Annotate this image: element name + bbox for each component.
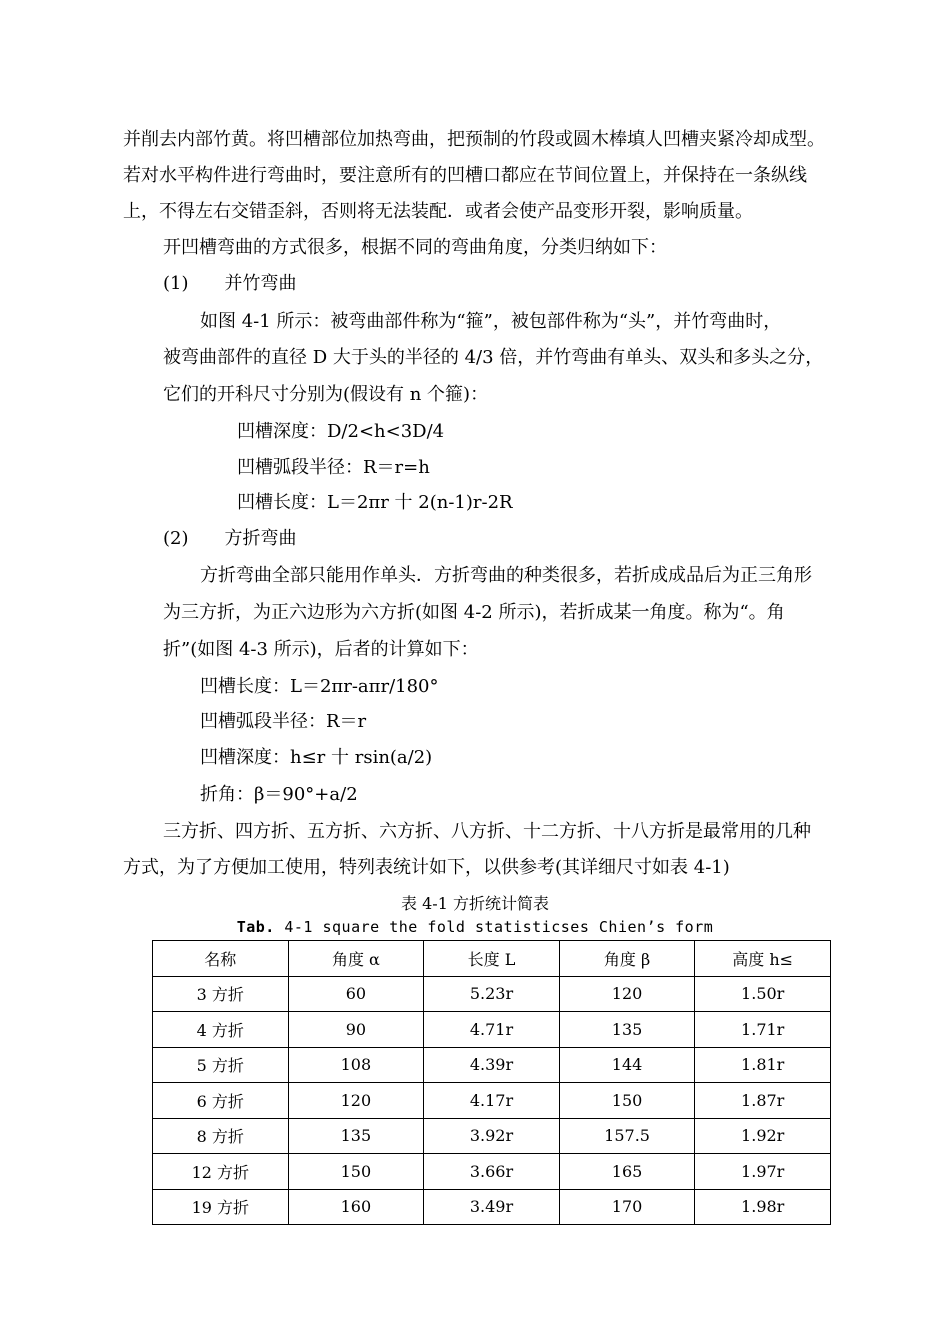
paragraph-line: 折”(如图 4-3 所示)，后者的计算如下： [163, 639, 479, 660]
table-caption-cn: 表 4-1 方折统计简表 [401, 894, 549, 913]
cell-height: 1.97r [695, 1154, 831, 1190]
formula-line: 凹槽深度：D/2<h<3D/4 [237, 421, 445, 442]
cell-length: 3.49r [424, 1189, 560, 1225]
paragraph-line: 如图 4-1 所示：被弯曲部件称为“箍”，被包部件称为“头”，并竹弯曲时， [200, 311, 782, 332]
cell-length: 3.92r [424, 1118, 560, 1154]
paragraph-line: 方折弯曲全部只能用作单头．方折弯曲的种类很多，若折成成品后为正三角形 [200, 565, 812, 586]
cell-angle-beta: 170 [559, 1189, 695, 1225]
formula-line: 折角：β＝90°+a/2 [200, 784, 358, 805]
cell-height: 1.98r [695, 1189, 831, 1225]
cell-name: 19 方折 [153, 1189, 289, 1225]
table-row [153, 1189, 831, 1225]
cell-angle-beta: 144 [559, 1047, 695, 1083]
cell-angle-alpha: 90 [288, 1012, 424, 1048]
cell-angle-alpha: 160 [288, 1189, 424, 1225]
paragraph-line: 它们的开科尺寸分别为(假设有 n 个箍)： [163, 384, 489, 405]
cell-angle-alpha: 108 [288, 1047, 424, 1083]
table-caption-en-text: 4-1 square the fold statisticses Chien’s form [274, 918, 714, 936]
formula-line: 凹槽弧段半径：R＝r=h [237, 457, 430, 478]
paragraph-line: 并削去内部竹黄。将凹槽部位加热弯曲，把预制的竹段或圆木棒填人凹槽夹紧冷却成型。 [123, 129, 825, 150]
cell-name: 12 方折 [153, 1154, 289, 1190]
paragraph-line: 为三方折，为正六边形为六方折(如图 4-2 所示)，若折成某一角度。称为“。角 [163, 602, 785, 623]
paragraph-line: 被弯曲部件的直径 D 大于头的半径的 4/3 倍，并竹弯曲有单头、双头和多头之分， [163, 347, 824, 368]
paragraph-line: 上，不得左右交错歪斜，否则将无法装配．或者会使产品变形开裂，影响质量。 [123, 201, 753, 222]
cell-angle-alpha: 120 [288, 1083, 424, 1119]
cell-length: 4.17r [424, 1083, 560, 1119]
fold-statistics-table [152, 940, 831, 1225]
cell-height: 1.92r [695, 1118, 831, 1154]
cell-angle-beta: 157.5 [559, 1118, 695, 1154]
cell-length: 5.23r [424, 976, 560, 1012]
table-header-row [153, 941, 831, 977]
cell-length: 4.71r [424, 1012, 560, 1048]
cell-height: 1.81r [695, 1047, 831, 1083]
cell-angle-alpha: 60 [288, 976, 424, 1012]
cell-angle-beta: 150 [559, 1083, 695, 1119]
cell-name: 8 方折 [153, 1118, 289, 1154]
cell-angle-alpha: 150 [288, 1154, 424, 1190]
cell-height: 1.87r [695, 1083, 831, 1119]
cell-angle-alpha: 135 [288, 1118, 424, 1154]
formula-line: 凹槽深度：h≤r 十 rsin(a/2) [200, 747, 433, 768]
table-row [153, 1047, 831, 1083]
cell-angle-beta: 135 [559, 1012, 695, 1048]
cell-name: 4 方折 [153, 1012, 289, 1048]
table-row [153, 1154, 831, 1190]
cell-height: 1.50r [695, 976, 831, 1012]
formula-line: 凹槽长度：L＝2πr-aπr/180° [200, 676, 439, 697]
section-heading: (2) 方折弯曲 [163, 528, 297, 549]
header-angle-beta: 角度 β [559, 941, 695, 977]
cell-name: 3 方折 [153, 976, 289, 1012]
cell-length: 4.39r [424, 1047, 560, 1083]
cell-angle-beta: 165 [559, 1154, 695, 1190]
cell-name: 5 方折 [153, 1047, 289, 1083]
table-caption-en-prefix: Tab. [236, 918, 275, 936]
paragraph-line: 开凹槽弯曲的方式很多，根据不同的弯曲角度，分类归纳如下： [163, 237, 667, 258]
table-row [153, 976, 831, 1012]
header-angle-alpha: 角度 α [288, 941, 424, 977]
paragraph-line: 三方折、四方折、五方折、六方折、八方折、十二方折、十八方折是最常用的几种 [163, 821, 811, 842]
cell-height: 1.71r [695, 1012, 831, 1048]
cell-angle-beta: 120 [559, 976, 695, 1012]
table-row [153, 1083, 831, 1119]
table-row [153, 1118, 831, 1154]
header-name: 名称 [153, 941, 289, 977]
section-heading: (1) 并竹弯曲 [163, 273, 297, 294]
formula-line: 凹槽长度：L＝2πr 十 2(n-1)r-2R [237, 492, 513, 513]
paragraph-line: 若对水平构件进行弯曲时，要注意所有的凹槽口都应在节间位置上，并保持在一条纵线 [123, 165, 807, 186]
cell-name: 6 方折 [153, 1083, 289, 1119]
table-caption-en [0, 917, 950, 937]
header-length: 长度 L [424, 941, 560, 977]
formula-line: 凹槽弧段半径：R＝r [200, 711, 367, 732]
paragraph-line: 方式，为了方便加工使用，特列表统计如下，以供参考(其详细尺寸如表 4-1) [123, 857, 730, 878]
header-height: 高度 h≤ [695, 941, 831, 977]
cell-length: 3.66r [424, 1154, 560, 1190]
table-row [153, 1012, 831, 1048]
